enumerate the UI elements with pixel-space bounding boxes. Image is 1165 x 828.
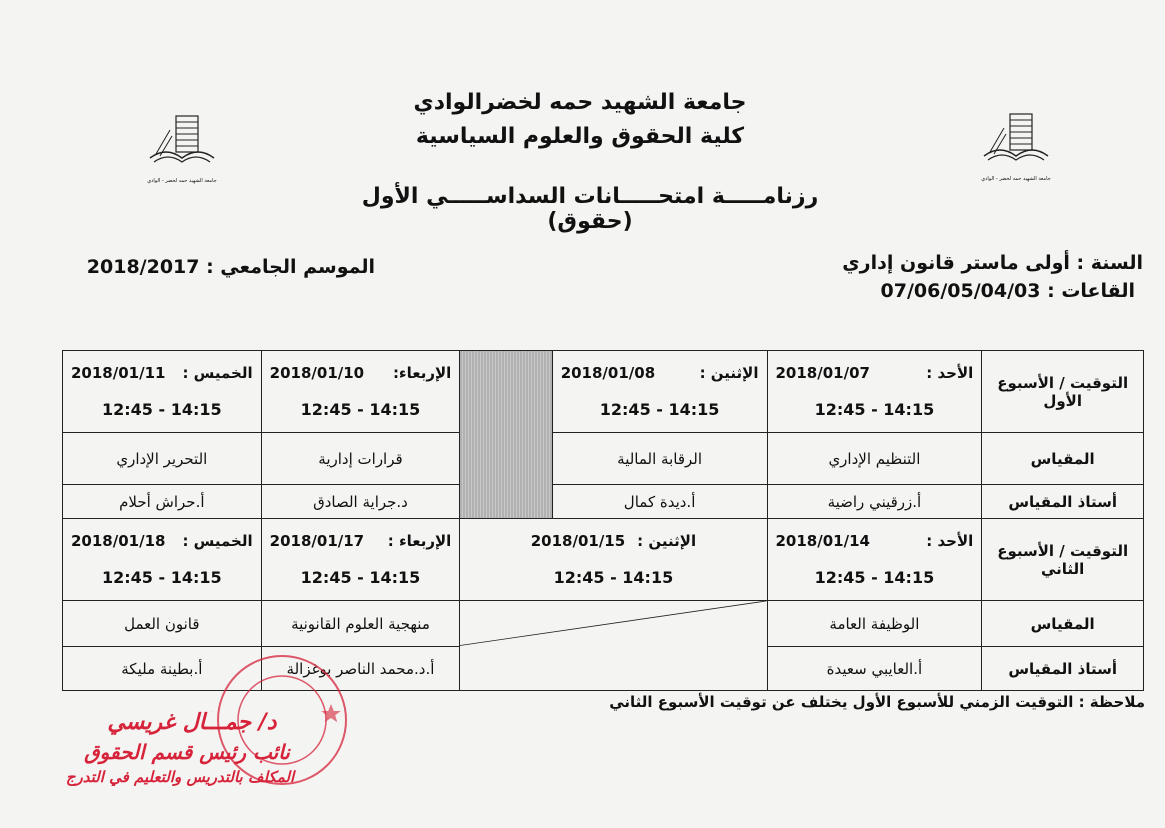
exam-time: 12:45 - 14:15 [300, 568, 421, 587]
teacher-label: أستاذ المقياس [982, 485, 1144, 519]
year-level: السنة : أولى ماستر قانون إداري [842, 252, 1143, 274]
week2-day-wednesday [261, 519, 460, 601]
exam-time: 12:45 - 14:15 [102, 400, 222, 419]
teacher-cell: أ.بطينة مليكة [63, 647, 262, 691]
week1-schedule-table [62, 350, 1144, 519]
university-building-icon [976, 108, 1056, 178]
faculty-name: كلية الحقوق والعلوم السياسية [415, 124, 745, 149]
day-date: 2018/01/14 [775, 532, 870, 550]
week1-day-wednesday [261, 351, 460, 433]
note: ملاحظة : التوقيت الزمني للأسبوع الأول يختلف عن توقيت الأسبوع الثاني [609, 693, 1145, 711]
university-name: جامعة الشهيد حمه لخضرالوادي [413, 90, 747, 115]
day-name: الإربعاء: [392, 364, 452, 382]
day-date: 2018/01/18 [71, 532, 166, 550]
teacher-cell: أ.زرقيني راضية [767, 485, 982, 519]
day-date: 2018/01/07 [775, 364, 870, 382]
exam-time: 12:45 - 14:15 [814, 568, 935, 587]
exam-time: 12:45 - 14:15 [814, 400, 935, 419]
teacher-cell: د.جراية الصادق [261, 485, 460, 519]
document-title: رزنامـــــة امتحـــــانات السداســـــي الأول (حقوق) [361, 184, 819, 234]
teacher-cell: أ.حراش أحلام [63, 485, 262, 519]
day-date: 2018/01/17 [269, 532, 365, 550]
day-name: الأحد : [926, 364, 974, 382]
exam-time: 12:45 - 14:15 [553, 568, 674, 587]
week2-monday-empty-cell [460, 601, 767, 691]
diagonal-line [460, 601, 766, 690]
subject-cell: قانون العمل [63, 601, 262, 647]
week1-label: التوقيت / الأسبوع الأول [982, 351, 1144, 433]
day-name: الأحد : [926, 532, 974, 550]
table-row [63, 519, 1144, 601]
day-name: الخميس : [182, 364, 253, 382]
signature-name: د/ جمـــال غريسي [107, 710, 277, 735]
subject-cell: التحرير الإداري [63, 433, 262, 485]
signature-role: نائب رئيس قسم الحقوق [84, 740, 290, 764]
table-row [63, 351, 1144, 433]
subject-cell: قرارات إدارية [261, 433, 460, 485]
day-name: الخميس : [182, 532, 253, 550]
exam-time: 12:45 - 14:15 [102, 568, 222, 587]
teacher-cell: أ.ديدة كمال [552, 485, 767, 519]
day-date: 2018/01/15 [530, 532, 626, 550]
week1-day-monday [552, 351, 767, 433]
university-logo-left [142, 110, 222, 180]
week2-day-thursday [63, 519, 262, 601]
teacher-cell: أ.د.محمد الناصر بوغزالة [261, 647, 460, 691]
table-row [63, 601, 1144, 647]
week2-day-monday [460, 519, 767, 601]
table-row [63, 485, 1144, 519]
subject-cell: الرقابة المالية [552, 433, 767, 485]
week1-day-sunday [767, 351, 982, 433]
subject-cell: الوظيفة العامة [767, 601, 982, 647]
day-name: الإربعاء : [387, 532, 452, 550]
teacher-label: أستاذ المقياس [982, 647, 1144, 691]
teacher-cell: أ.العايبي سعيدة [767, 647, 982, 691]
subject-label: المقياس [982, 601, 1144, 647]
exam-time: 12:45 - 14:15 [300, 400, 421, 419]
logo-caption-left: جامعة الشهيد حمه لخضر - الوادي [147, 178, 217, 184]
rooms: القاعات : 07/06/05/04/03 [880, 280, 1135, 302]
subject-cell: التنظيم الإداري [767, 433, 982, 485]
day-date: 2018/01/11 [71, 364, 166, 382]
week2-label: التوقيت / الأسبوع الثاني [982, 519, 1144, 601]
table-row [63, 433, 1144, 485]
day-name: الإثنين : [699, 364, 759, 382]
signature-role-2: المكلف بالتدريس والتعليم في التدرج [65, 768, 295, 786]
university-building-icon [142, 110, 222, 180]
academic-season: الموسم الجامعي : 2018/2017 [86, 256, 375, 278]
university-logo-right [976, 108, 1056, 178]
logo-caption-right: جامعة الشهيد حمه لخضر - الوادي [981, 176, 1051, 182]
exam-time: 12:45 - 14:15 [599, 400, 720, 419]
week1-blank-gray-cell [460, 351, 552, 519]
week1-day-thursday [63, 351, 262, 433]
day-date: 2018/01/10 [269, 364, 365, 382]
day-date: 2018/01/08 [560, 364, 656, 382]
subject-cell: منهجية العلوم القانونية [261, 601, 460, 647]
day-name: الإثنين : [637, 532, 697, 550]
week2-day-sunday [767, 519, 982, 601]
subject-label: المقياس [982, 433, 1144, 485]
